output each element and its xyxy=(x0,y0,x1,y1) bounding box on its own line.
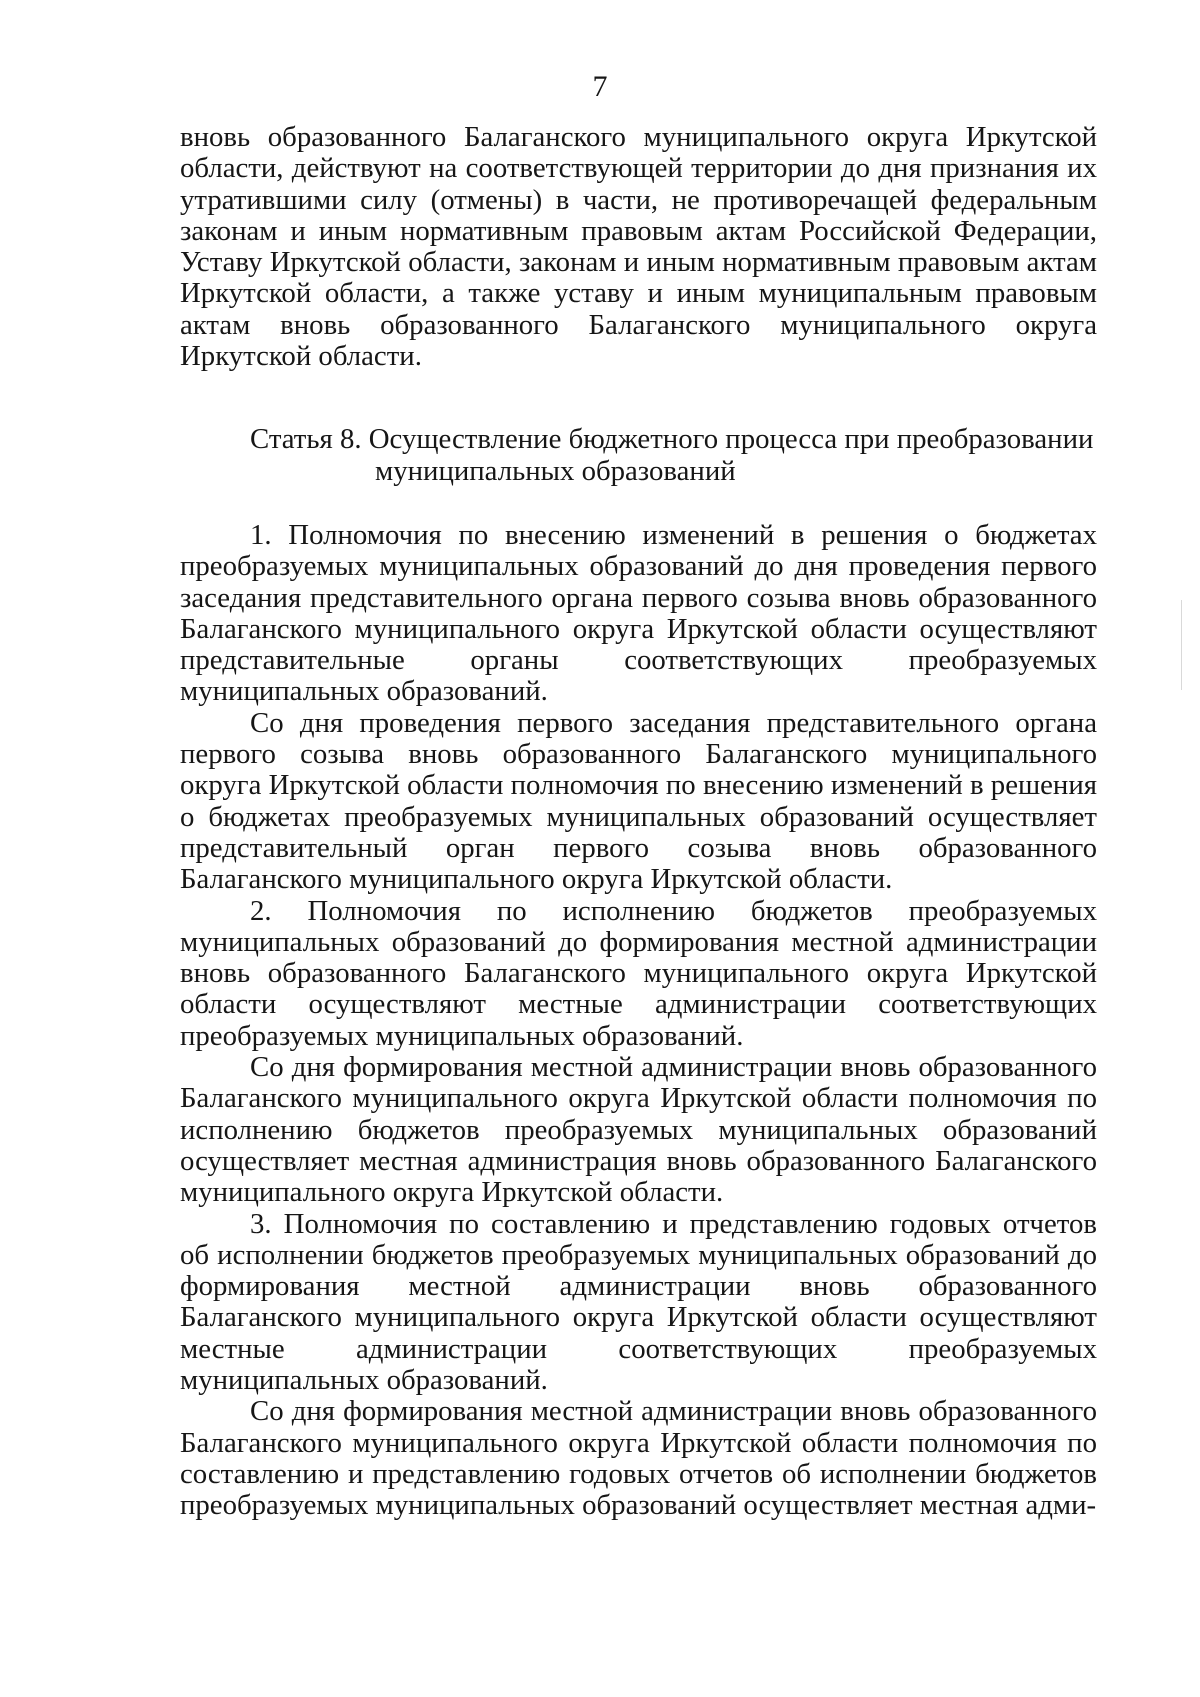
article-heading-line2: муниципальных образований xyxy=(375,454,736,487)
intro-paragraph-block xyxy=(180,122,1097,372)
paragraph-1: 1. Полномочия по внесению изменений в решения о бюджетах преобразуемых муниципальных образований до дня проведения первого заседания представительного органа первого созыва вновь образованного Балаганского муниципального округа Иркутской области осуществляют представительные органы соответствующих преобразуемых муниципальных образований. xyxy=(180,519,1097,708)
article-heading xyxy=(180,424,1097,487)
paragraph-3-continuation: Со дня формирования местной администрации вновь образованного Балаганского муниципального округа Иркутской области полномочия по составлению и представлению годовых отчетов об исполнении бюджетов преобразуемых муниципальных образований осуществляет местная адми- xyxy=(180,1395,1097,1522)
article-body xyxy=(180,520,1097,1522)
article-heading-line1: Статья 8. Осуществление бюджетного процесса при преобразовании xyxy=(250,423,1094,455)
paragraph-3: 3. Полномочия по составлению и представлению годовых отчетов об исполнении бюджетов преобразуемых муниципальных образований до формирования местной администрации вновь образованного Балаганского муниципального округа Иркутской области осуществляют местные администрации соответствующих преобразуемых муниципальных образований. xyxy=(180,1207,1097,1397)
paragraph-2: 2. Полномочия по исполнению бюджетов преобразуемых муниципальных образований до формирования местной администрации вновь образованного Балаганского муниципального округа Иркутской области осуществляют местные администрации соответствующих преобразуемых муниципальных образований. xyxy=(180,894,1097,1052)
scan-artifact-line xyxy=(1181,600,1182,690)
paragraph-2-continuation: Со дня формирования местной администрации вновь образованного Балаганского муниципального округа Иркутской области полномочия по исполнению бюджетов преобразуемых муниципальных образований осуществляет местная администрация вновь образованного Балаганского муниципального округа Иркутской области. xyxy=(180,1051,1097,1209)
intro-paragraph: вновь образованного Балаганского муниципального округа Иркутской области, действуют на соответствующей территории до дня признания их утратившими силу (отмены) в части, не противоречащей федеральным законам и иным нормативным правовым актам Российской Федерации, Уставу Иркутской области, законам и иным нормативным правовым актам Иркутской области, а также уставу и иным муниципальным правовым актам вновь образованного Балаганского муниципального округа Иркутской области. xyxy=(180,121,1097,373)
paragraph-1-continuation: Со дня проведения первого заседания представительного органа первого созыва вновь образованного Балаганского муниципального округа Иркутской области полномочия по внесению изменений в решения о бюджетах преобразуемых муниципальных образований осуществляет представительный орган первого созыва вновь образованного Балаганского муниципального округа Иркутской области. xyxy=(180,706,1097,896)
page-number: 7 xyxy=(592,70,608,103)
